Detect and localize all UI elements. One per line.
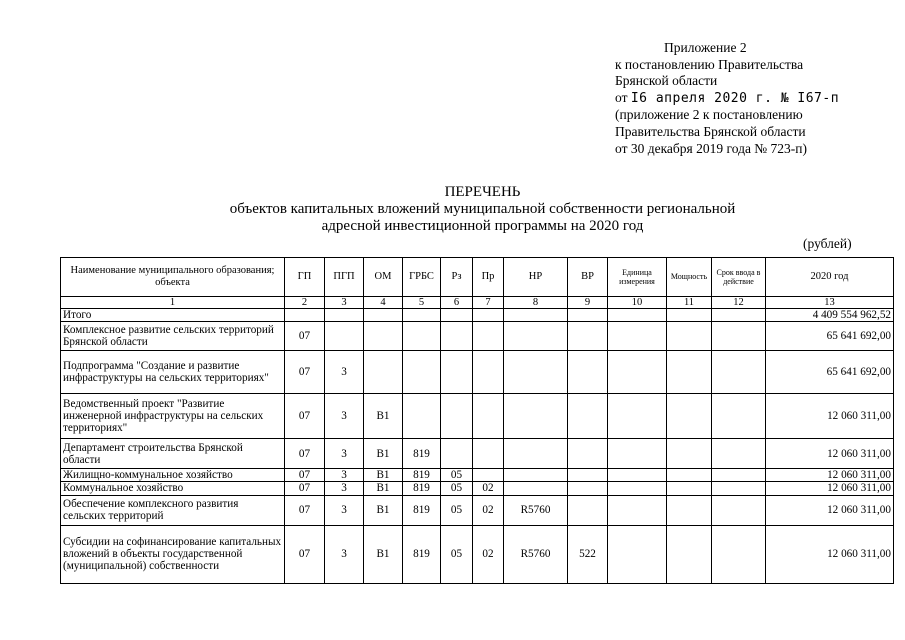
code-cell: 07 [285, 439, 325, 469]
code-cell [568, 469, 608, 482]
code-cell: 3 [325, 469, 364, 482]
table-row [61, 469, 894, 482]
appendix-block [615, 40, 895, 157]
code-cell: 819 [403, 439, 441, 469]
code-cell [504, 482, 568, 495]
code-cell: В1 [364, 439, 403, 469]
amount-cell: 4 409 554 962,52 [766, 309, 894, 322]
code-cell [473, 322, 504, 351]
amount-cell: 12 060 311,00 [766, 495, 894, 525]
code-cell [403, 351, 441, 394]
table-row [61, 525, 894, 583]
investment-table [60, 257, 894, 584]
object-name-cell: Итого [61, 309, 285, 322]
code-cell: 07 [285, 469, 325, 482]
code-cell [568, 495, 608, 525]
column-header: 2020 год [766, 258, 894, 297]
code-cell: 819 [403, 495, 441, 525]
code-cell [608, 495, 667, 525]
column-number: 12 [712, 297, 766, 309]
code-cell: В1 [364, 482, 403, 495]
code-cell: 819 [403, 482, 441, 495]
column-header: Срок ввода в действие [712, 258, 766, 297]
code-cell [667, 525, 712, 583]
code-cell: 05 [441, 525, 473, 583]
column-header: ГП [285, 258, 325, 297]
code-cell: 3 [325, 351, 364, 394]
code-cell: В1 [364, 394, 403, 439]
code-cell: В1 [364, 469, 403, 482]
code-cell [568, 482, 608, 495]
code-cell [504, 309, 568, 322]
code-cell: 3 [325, 525, 364, 583]
column-header: ОМ [364, 258, 403, 297]
code-cell: 07 [285, 482, 325, 495]
code-cell: 07 [285, 525, 325, 583]
amount-cell: 12 060 311,00 [766, 394, 894, 439]
code-cell [667, 309, 712, 322]
code-cell: 3 [325, 495, 364, 525]
table-row [61, 482, 894, 495]
code-cell [712, 439, 766, 469]
object-name-cell: Субсидии на софинансирование капитальных вложений в объекты государственной (муниципальной) собственности [61, 525, 285, 583]
object-name-cell: Коммунальное хозяйство [61, 482, 285, 495]
appendix-line: (приложение 2 к постановлению [615, 107, 803, 123]
code-cell [364, 322, 403, 351]
object-name-cell: Комплексное развитие сельских территорий Брянской области [61, 322, 285, 351]
column-header: Наименование муниципального образования; объекта [61, 258, 285, 297]
amount-cell: 65 641 692,00 [766, 322, 894, 351]
code-cell [364, 309, 403, 322]
code-cell: 3 [325, 394, 364, 439]
column-number: 9 [568, 297, 608, 309]
code-cell [608, 482, 667, 495]
code-cell: 819 [403, 525, 441, 583]
header-row [61, 258, 894, 297]
code-cell [667, 495, 712, 525]
code-cell [667, 469, 712, 482]
code-cell [473, 394, 504, 439]
code-cell [473, 439, 504, 469]
code-cell [325, 309, 364, 322]
column-header: ВР [568, 258, 608, 297]
column-header: ГРБС [403, 258, 441, 297]
code-cell: 819 [403, 469, 441, 482]
title-line: объектов капитальных вложений муниципальной собственности региональной [229, 201, 736, 217]
appendix-title: Приложение 2 [664, 40, 747, 55]
column-number: 13 [766, 297, 894, 309]
code-cell [608, 309, 667, 322]
code-cell [667, 482, 712, 495]
units-label: (рублей) [803, 236, 852, 251]
code-cell: 02 [473, 482, 504, 495]
table-row [61, 394, 894, 439]
column-number: 8 [504, 297, 568, 309]
table-row [61, 309, 894, 322]
column-number: 3 [325, 297, 364, 309]
code-cell [608, 469, 667, 482]
code-cell: 522 [568, 525, 608, 583]
column-number: 2 [285, 297, 325, 309]
code-cell [712, 309, 766, 322]
code-cell [473, 469, 504, 482]
appendix-line: Брянской области [615, 73, 718, 89]
code-cell: 07 [285, 351, 325, 394]
column-header: Единица измерения [608, 258, 667, 297]
amount-cell: 65 641 692,00 [766, 351, 894, 394]
column-number: 7 [473, 297, 504, 309]
code-cell [325, 322, 364, 351]
code-cell [712, 322, 766, 351]
code-cell [364, 351, 403, 394]
appendix-date-prefix: от [615, 89, 628, 105]
code-cell [441, 351, 473, 394]
title-line: ПЕРЕЧЕНЬ [444, 184, 521, 200]
code-cell [608, 351, 667, 394]
code-cell [608, 322, 667, 351]
table-row [61, 439, 894, 469]
code-cell: 05 [441, 495, 473, 525]
column-header: ПГП [325, 258, 364, 297]
code-cell [285, 309, 325, 322]
object-name-cell: Ведомственный проект "Развитие инженерной инфраструктуры на сельских территориях" [61, 394, 285, 439]
code-cell [403, 322, 441, 351]
object-name-cell: Департамент строительства Брянской области [61, 439, 285, 469]
code-cell [568, 394, 608, 439]
code-cell [504, 322, 568, 351]
code-cell [568, 322, 608, 351]
code-cell [441, 322, 473, 351]
code-cell [441, 439, 473, 469]
code-cell: 3 [325, 439, 364, 469]
code-cell [504, 394, 568, 439]
code-cell [504, 469, 568, 482]
object-name-cell: Подпрограмма "Создание и развитие инфраструктуры на сельских территориях" [61, 351, 285, 394]
code-cell [403, 394, 441, 439]
amount-cell: 12 060 311,00 [766, 469, 894, 482]
code-cell [568, 439, 608, 469]
code-cell [712, 469, 766, 482]
table-row [61, 322, 894, 351]
code-cell [712, 525, 766, 583]
table-body [61, 309, 894, 584]
code-cell [667, 394, 712, 439]
table-row [61, 351, 894, 394]
column-header: Мощность [667, 258, 712, 297]
code-cell: В1 [364, 495, 403, 525]
column-header: НР [504, 258, 568, 297]
object-name-cell: Жилищно-коммунальное хозяйство [61, 469, 285, 482]
object-name-cell: Обеспечение комплексного развития сельских территорий [61, 495, 285, 525]
code-cell [667, 351, 712, 394]
code-cell: 05 [441, 469, 473, 482]
code-cell: 07 [285, 322, 325, 351]
column-number: 11 [667, 297, 712, 309]
code-cell: 05 [441, 482, 473, 495]
appendix-line: Правительства Брянской области [615, 123, 806, 139]
code-cell [608, 394, 667, 439]
code-cell: 3 [325, 482, 364, 495]
code-cell: 02 [473, 495, 504, 525]
column-header: Пр [473, 258, 504, 297]
code-cell [473, 351, 504, 394]
appendix-line: к постановлению Правительства [615, 56, 804, 72]
code-cell: R5760 [504, 525, 568, 583]
column-number: 10 [608, 297, 667, 309]
code-cell [667, 439, 712, 469]
table-row [61, 495, 894, 525]
code-cell: R5760 [504, 495, 568, 525]
code-cell [608, 525, 667, 583]
appendix-line: от 30 декабря 2019 года № 723-п) [615, 140, 808, 156]
code-cell: 07 [285, 394, 325, 439]
code-cell: 02 [473, 525, 504, 583]
column-number: 1 [61, 297, 285, 309]
code-cell [441, 309, 473, 322]
code-cell [403, 309, 441, 322]
column-header: Рз [441, 258, 473, 297]
column-number: 5 [403, 297, 441, 309]
code-cell: 07 [285, 495, 325, 525]
document-title [0, 184, 905, 235]
amount-cell: 12 060 311,00 [766, 525, 894, 583]
code-cell [712, 394, 766, 439]
code-cell [441, 394, 473, 439]
code-cell [504, 351, 568, 394]
code-cell [504, 439, 568, 469]
code-cell [608, 439, 667, 469]
amount-cell: 12 060 311,00 [766, 439, 894, 469]
title-line: адресной инвестиционной программы на 2020 год [321, 218, 644, 234]
code-cell [712, 482, 766, 495]
code-cell [667, 322, 712, 351]
code-cell [568, 309, 608, 322]
code-cell [568, 351, 608, 394]
appendix-date-line [615, 90, 895, 108]
column-number: 4 [364, 297, 403, 309]
code-cell [712, 495, 766, 525]
amount-cell: 12 060 311,00 [766, 482, 894, 495]
code-cell: В1 [364, 525, 403, 583]
appendix-date-typed: I6 апреля 2020 г. № I67-п [630, 90, 840, 106]
code-cell [473, 309, 504, 322]
code-cell [712, 351, 766, 394]
column-number-row [61, 297, 894, 309]
column-number: 6 [441, 297, 473, 309]
